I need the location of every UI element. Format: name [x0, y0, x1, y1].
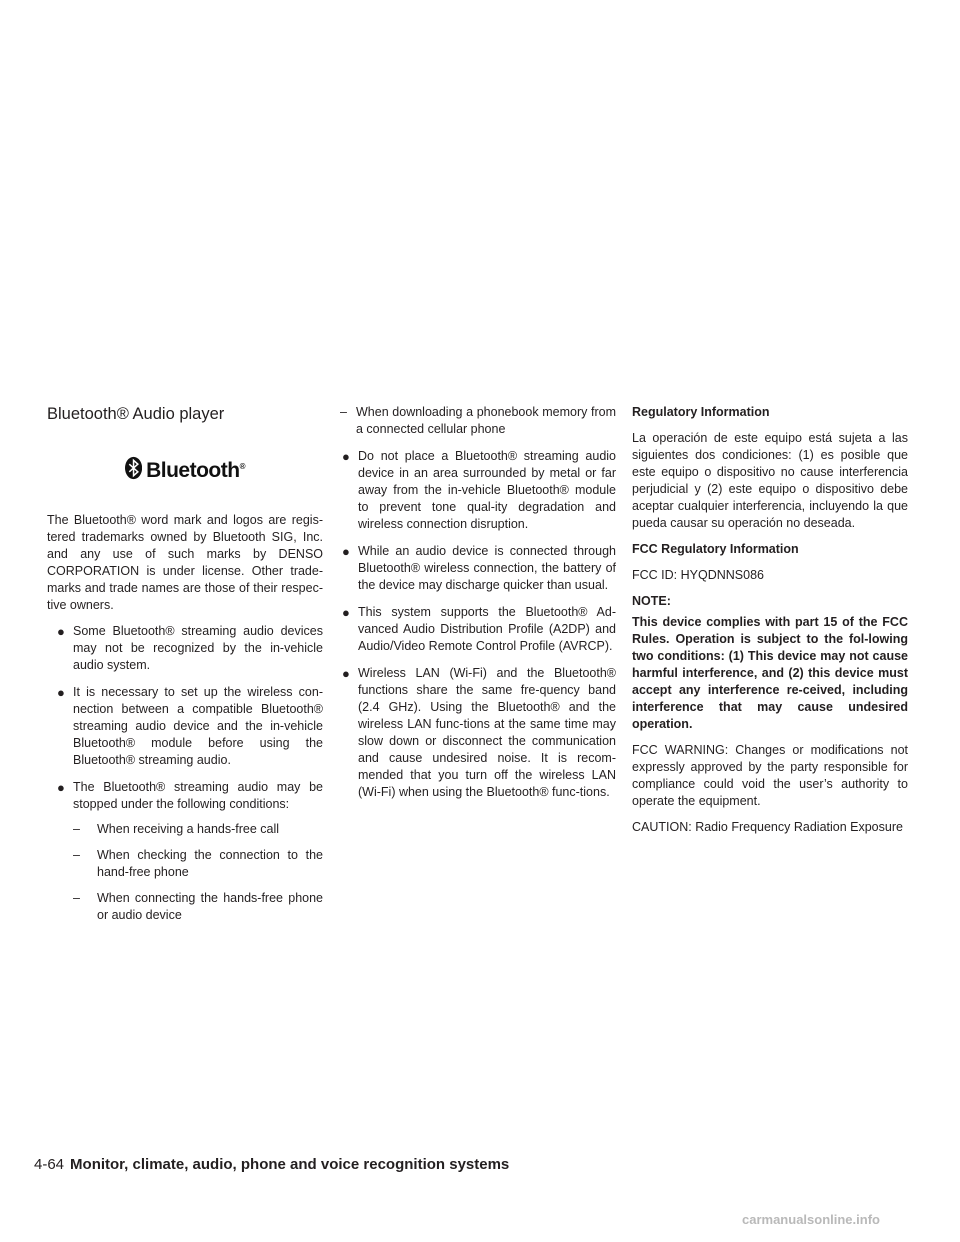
bullet-icon: ●	[57, 685, 65, 700]
list-item: ● Some Bluetooth® streaming audio devices may not be recognized by the in-vehicle audio system.	[57, 624, 323, 672]
column-2	[340, 404, 616, 811]
bullet-icon: ●	[342, 544, 350, 559]
list-item: – When connecting the hands-free phone or audio device	[73, 891, 323, 922]
note-paragraph: This device complies with part 15 of the FCC Rules. Operation is subject to the fol-lowing two conditions: (1) This device may not cause harmful interference, and (2) this device must accept any interference re-ceived, including interference that may cause undesired operation.	[632, 615, 908, 731]
list-item: ● This system supports the Bluetooth® Ad-vanced Audio Distribution Profile (A2DP) and Audio/Video Remote Control Profile (AVRCP).	[342, 605, 616, 653]
fcc-heading: FCC Regulatory Information	[632, 542, 799, 556]
conditions-list	[73, 821, 323, 924]
section-title: Bluetooth® Audio player	[47, 405, 225, 423]
bluetooth-notes-list	[47, 623, 323, 924]
column-1	[47, 404, 323, 934]
caution-text: CAUTION: Radio Frequency Radiation Exposure	[632, 820, 903, 834]
regulatory-paragraph: La operación de este equipo está sujeta a las siguientes dos condiciones: (1) es posible que este equipo o dispositivo no cause interferencia perjudicial y (2) este equipo o dispositivo debe aceptar cualquier interferencia, incluyendo la que pueda causar su operación no deseada.	[632, 431, 908, 530]
bullet-icon: ●	[342, 449, 350, 464]
list-item: – When downloading a phonebook memory from a connected cellular phone	[340, 405, 616, 436]
page-footer	[34, 1156, 509, 1173]
list-item: – When receiving a hands-free call	[73, 822, 280, 836]
fcc-warning: FCC WARNING: Changes or modifications not expressly approved by the party responsible for compliance could void the user’s authority to operate the equipment.	[632, 743, 908, 808]
bullet-icon: ●	[342, 605, 350, 620]
column-3	[632, 404, 908, 845]
watermark: carmanualsonline.info	[742, 1212, 880, 1227]
page-number: 4-64	[34, 1156, 65, 1173]
regulatory-heading: Regulatory Information	[632, 405, 770, 419]
bluetooth-logo	[125, 448, 245, 488]
bullet-icon: ●	[342, 666, 350, 681]
list-item: ● Do not place a Bluetooth® streaming audio device in an area surrounded by metal or far away from the in-vehicle Bluetooth® module to prevent tone qual-ity degradation and wireless connection disruption.	[342, 449, 616, 531]
bullet-icon: ●	[57, 624, 65, 639]
list-item: ● It is necessary to set up the wireless con-nection between a compatible Bluetooth® streaming audio device and the in-vehicle Bluetooth® module before using the Bluetooth® streaming audio.	[57, 685, 323, 767]
bluetooth-logo-text: Bluetooth®	[146, 458, 245, 482]
list-item: ● Wireless LAN (Wi-Fi) and the Bluetooth® functions share the same fre-quency band (2.4 GHz). Using the Bluetooth® and the wireless LAN func-tions at the same time may slow down or disconnect the communication and cause undesired noise. It is recom-mended that you turn off the wireless LAN (Wi-Fi) when using the Bluetooth® func-tions.	[342, 666, 616, 799]
list-item: ● While an audio device is connected through Bluetooth® wireless connection, the battery of the device may discharge quicker than usual.	[342, 544, 616, 592]
note-label: NOTE:	[632, 594, 671, 608]
fcc-id: FCC ID: HYQDNNS086	[632, 568, 764, 582]
bluetooth-icon	[125, 455, 142, 481]
chapter-title: Monitor, climate, audio, phone and voice recognition systems	[70, 1156, 510, 1173]
trademark-paragraph: The Bluetooth® word mark and logos are regis-tered trademarks owned by Bluetooth SIG, Inc. and any use of such marks by DENSO CORPORATION is under license. Other trade-marks and trade names are those of their respec-tive owners.	[47, 513, 323, 612]
list-item: – When checking the connection to the hand-free phone	[73, 848, 323, 879]
bluetooth-notes-list-continued	[340, 448, 616, 801]
bullet-icon: ●	[57, 780, 65, 795]
list-item: ● The Bluetooth® streaming audio may be stopped under the following conditions: – When receiving a hands-free call – When checking the connection to the hand-free phone – When connecting the hands-free phone or audio device	[57, 780, 323, 922]
